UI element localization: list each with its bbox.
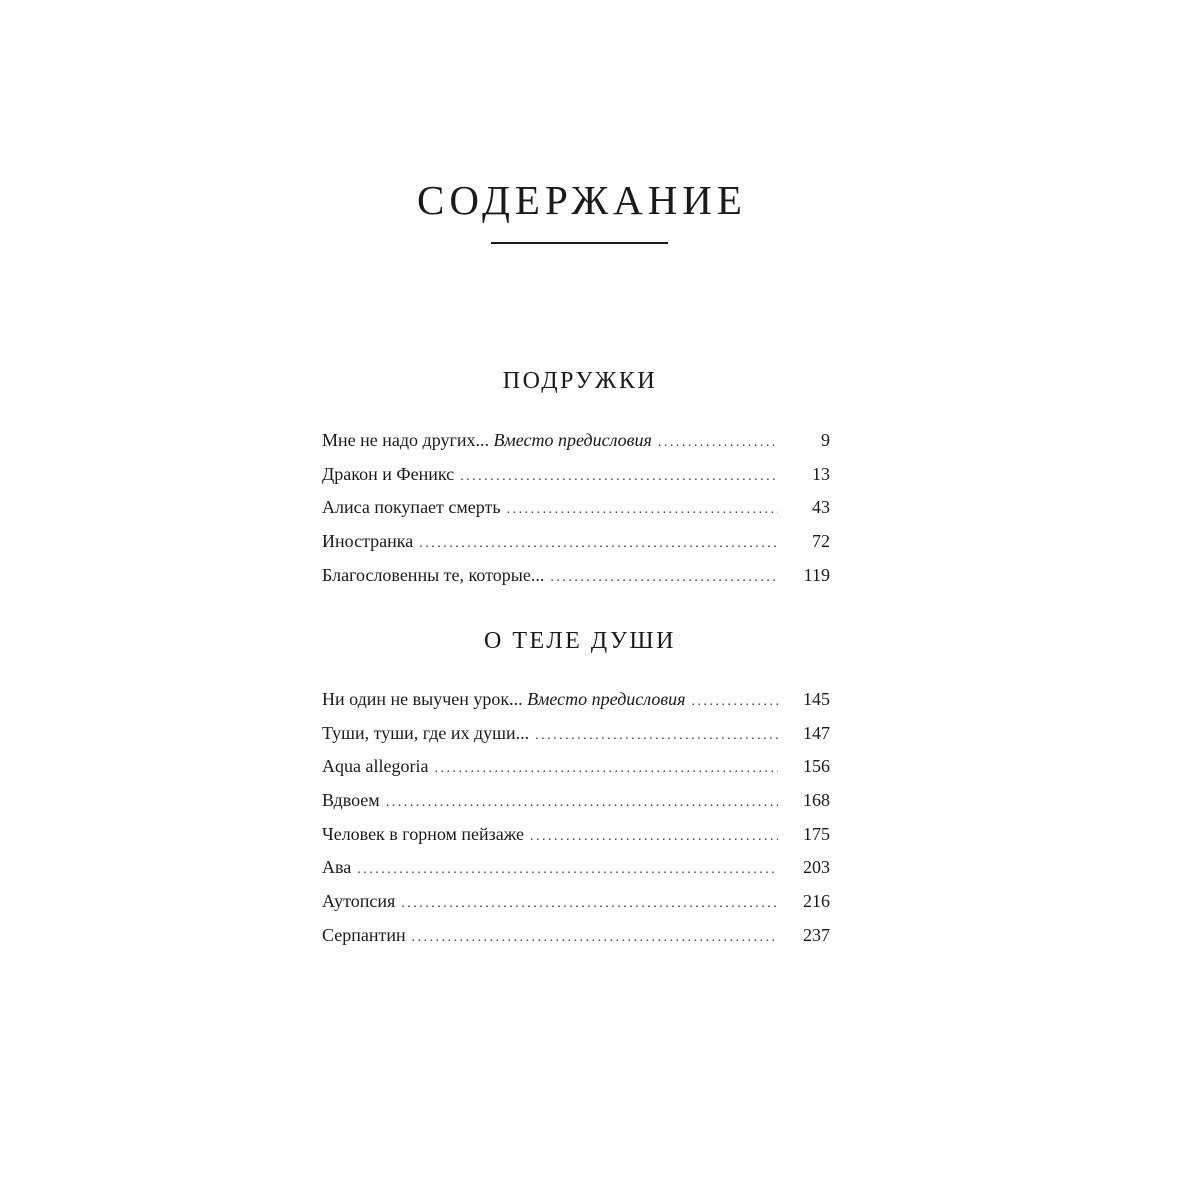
dot-leader [434,752,778,786]
toc-page-number: 156 [803,756,830,777]
toc-page-number: 203 [803,857,830,878]
toc-list-o-tele-dushi [322,683,830,953]
toc-entry[interactable] [322,851,830,885]
toc-entry-title: Алиса покупает смерть [322,497,501,518]
toc-entry-title: Серпантин [322,924,406,945]
toc-entry-title: Ава [322,857,352,878]
toc-entry[interactable] [322,683,830,717]
dot-leader [419,527,778,561]
toc-page-number: 175 [803,823,830,844]
toc-page-number: 119 [803,564,830,585]
toc-page-number: 43 [812,497,830,518]
toc-entry[interactable] [322,559,830,593]
toc-list-podruzhki [322,424,830,592]
toc-entry[interactable] [322,458,830,492]
toc-entry[interactable] [322,750,830,784]
toc-entry[interactable] [322,491,830,525]
dot-leader [658,426,778,460]
toc-entry-title: Благословенны те, которые... [322,564,545,585]
toc-page-number: 72 [812,531,830,552]
toc-entry-title: Иностранка [322,531,414,552]
toc-entry-title: Человек в горном пейзаже [322,823,524,844]
toc-page-number: 237 [803,924,830,945]
toc-entry-title: Аутопсия [322,891,396,912]
toc-entry[interactable] [322,525,830,559]
toc-entry[interactable] [322,424,830,458]
toc-page-number: 147 [803,722,830,743]
dot-leader [692,685,778,719]
dot-leader [530,820,778,854]
toc-entry-subtitle: Вместо предисловия [527,689,686,709]
toc-entry-title: Туши, туши, где их души... [322,722,530,743]
dot-leader [507,493,778,527]
page-title: СОДЕРЖАНИЕ [417,177,747,223]
toc-entry-title: Ни один не выучен урок... Вместо предисловия [322,689,686,709]
toc-entry[interactable] [322,818,830,852]
dot-leader [535,719,778,753]
toc-entry[interactable] [322,784,830,818]
toc-entry[interactable] [322,919,830,953]
toc-page-number: 216 [803,891,830,912]
dot-leader [386,786,778,820]
toc-entry-title: Вдвоем [322,790,380,811]
dot-leader [550,561,778,595]
toc-entry[interactable] [322,885,830,919]
toc-entry-title: Мне не надо других... Вместо предисловия [322,430,652,450]
section-heading-podruzhki: ПОДРУЖКИ [502,368,658,394]
toc-page-number: 13 [812,463,830,484]
toc-page-number: 9 [821,430,830,450]
dot-leader [460,460,778,494]
toc-entry-title: Дракон и Феникс [322,463,455,484]
section-heading-o-tele-dushi: О ТЕЛЕ ДУШИ [484,628,676,654]
dot-leader [357,853,778,887]
toc-page-number: 168 [803,790,830,811]
toc-page-number: 145 [803,689,830,709]
toc-entry-subtitle: Вместо предисловия [493,430,652,450]
dot-leader [401,887,778,921]
dot-leader [412,921,778,955]
toc-entry[interactable] [322,717,830,751]
toc-entry-title: Aqua allegoria [322,756,429,777]
title-underline [491,242,668,244]
